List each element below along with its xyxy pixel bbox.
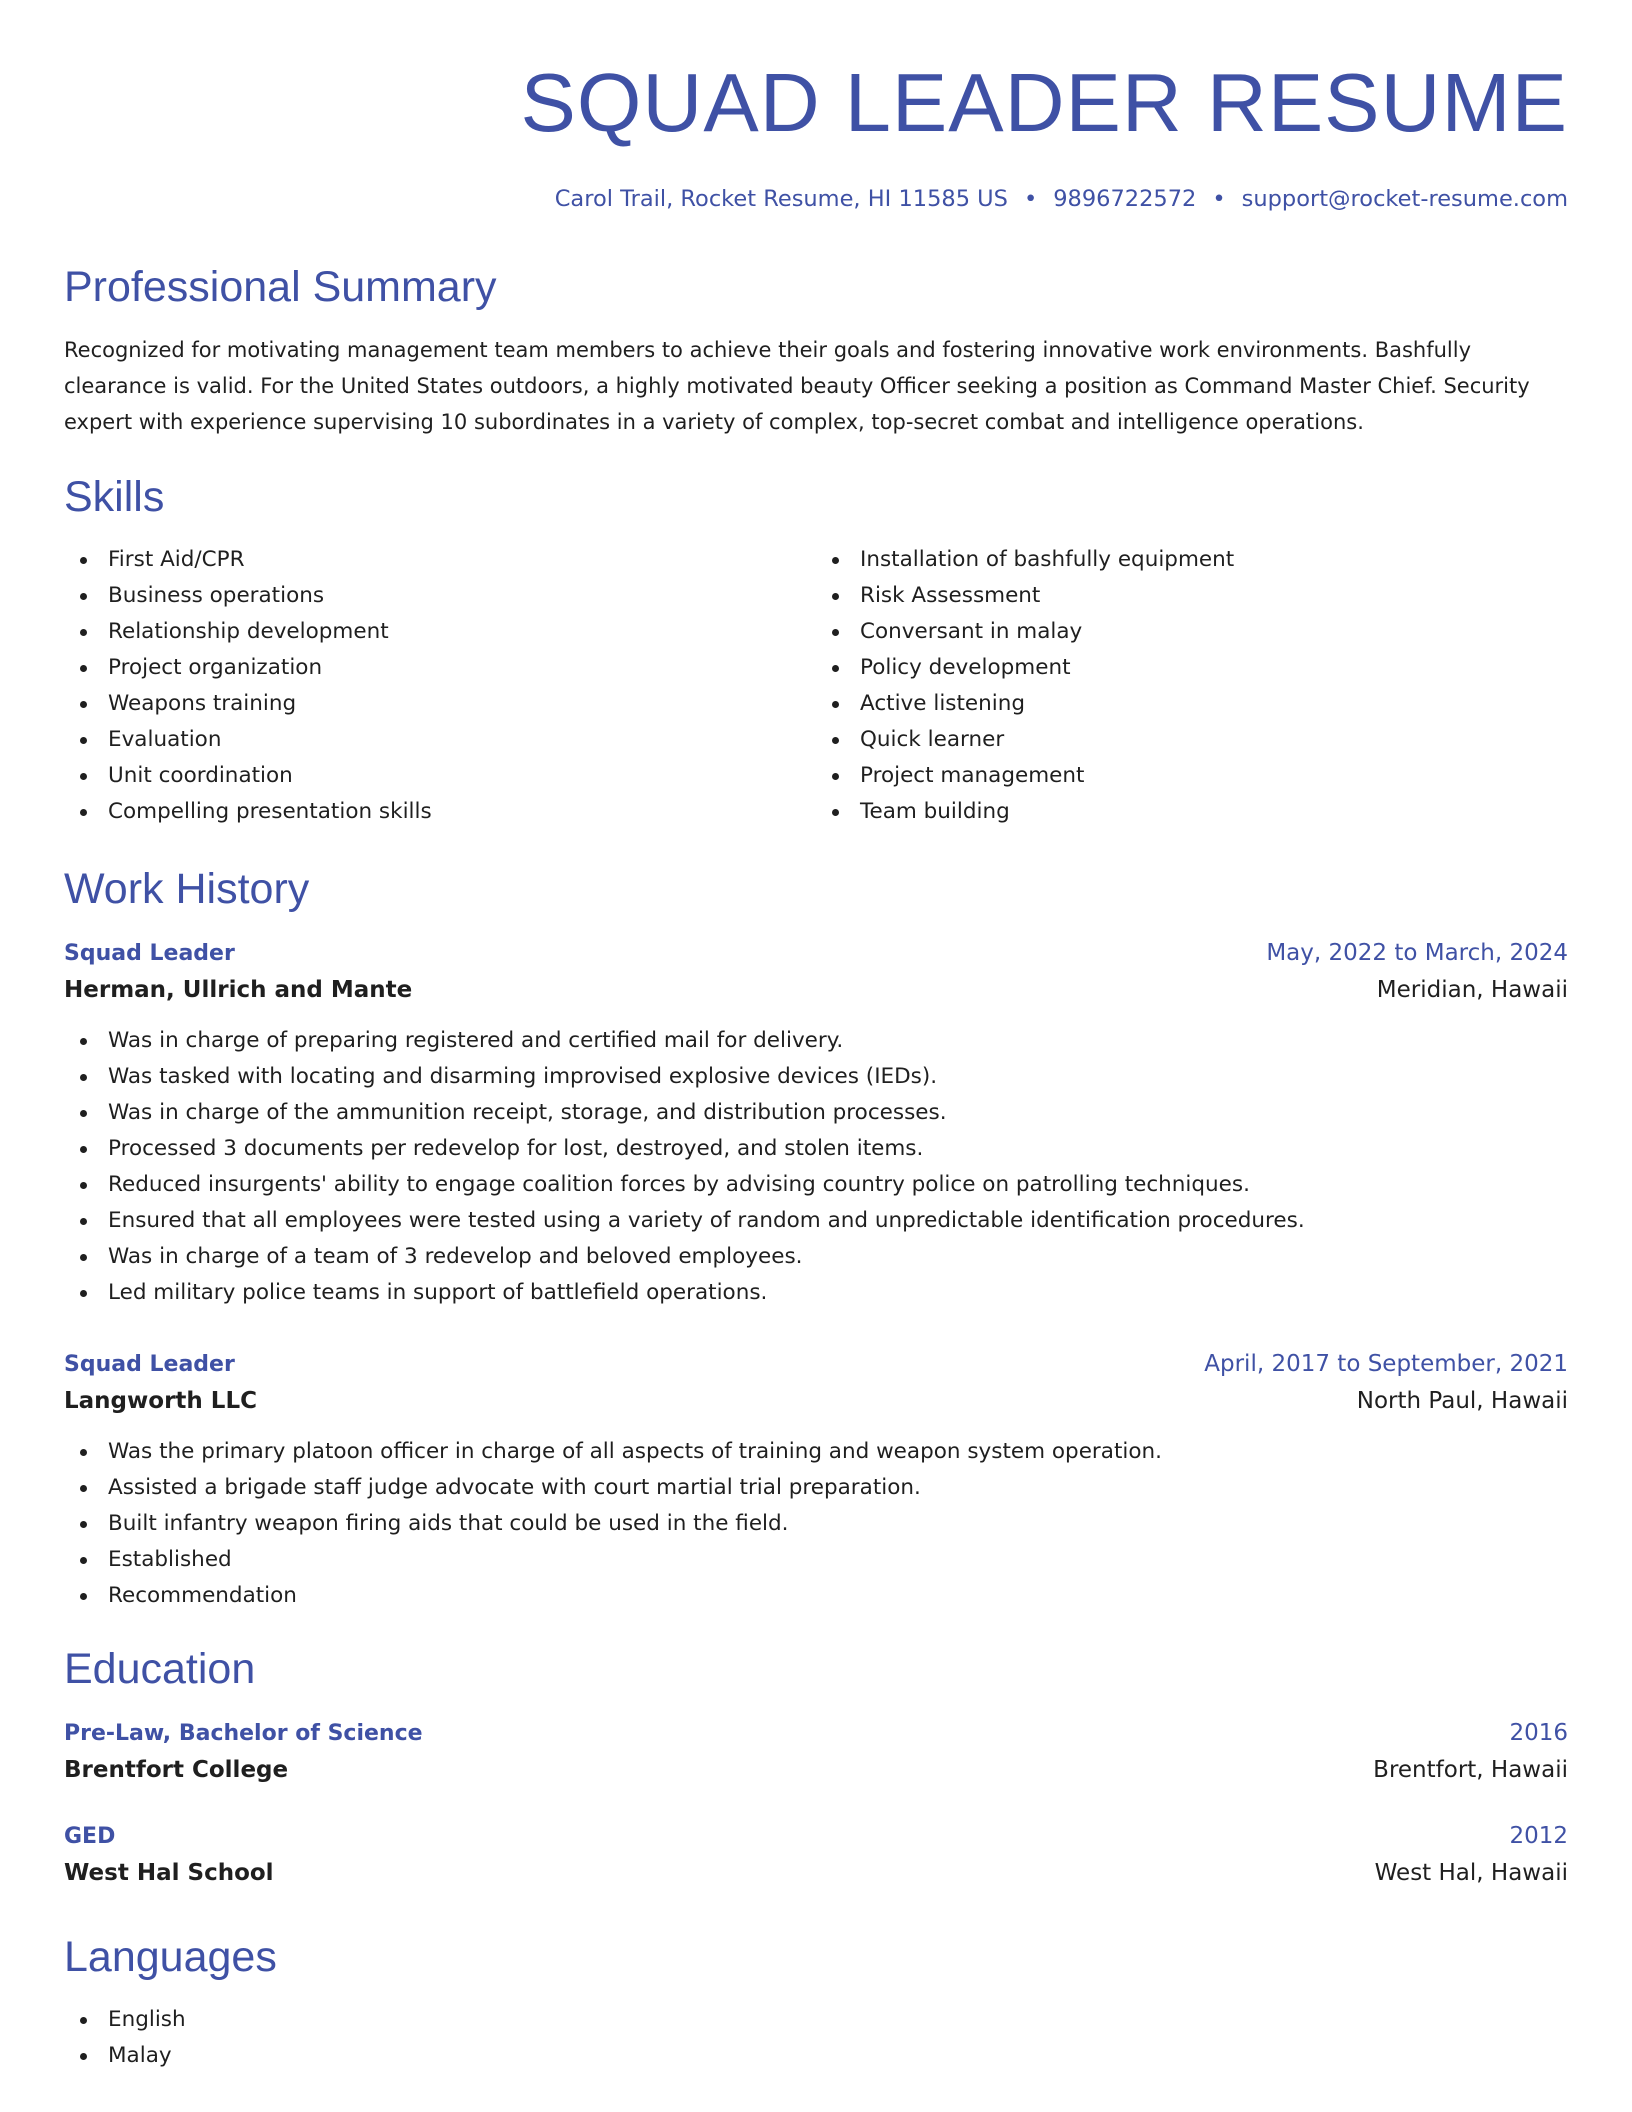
- job-entry: [64, 936, 1568, 1311]
- job-bullet: Was in charge of a team of 3 redevelop and beloved employees.: [64, 1239, 1568, 1275]
- job-location: North Paul, Hawaii: [1356, 1388, 1568, 1414]
- education-school-row: [64, 1854, 1568, 1892]
- work-history-heading: Work History: [64, 865, 310, 913]
- languages-list: [64, 2002, 1568, 2074]
- education-school: Brentfort College: [64, 1757, 289, 1783]
- contact-line: [64, 184, 1568, 214]
- job-header-row: [64, 936, 1568, 971]
- job-company-row: [64, 971, 1568, 1009]
- skills-grid: [64, 542, 1568, 830]
- job-company: Langworth LLC: [64, 1388, 257, 1414]
- skills-section: [64, 472, 1568, 830]
- skills-list-right: [816, 542, 1568, 830]
- education-school: West Hal School: [64, 1860, 274, 1886]
- skill-item: Team building: [816, 794, 1568, 830]
- job-bullet: Was tasked with locating and disarming improvised explosive devices (IEDs).: [64, 1059, 1568, 1095]
- skill-item: Active listening: [816, 686, 1568, 722]
- contact-email: support@rocket-resume.com: [1241, 186, 1568, 212]
- education-degree: Pre-Law, Bachelor of Science: [64, 1721, 423, 1746]
- contact-address: Carol Trail, Rocket Resume, HI 11585 US: [554, 186, 1008, 212]
- education-school-row: [64, 1751, 1568, 1789]
- skill-item: Project management: [816, 758, 1568, 794]
- job-bullet: Was the primary platoon officer in charge of all aspects of training and weapon system operation.: [64, 1434, 1568, 1470]
- job-bullet: Reduced insurgents' ability to engage coalition forces by advising country police on patrolling techniques.: [64, 1167, 1568, 1203]
- skill-item: Business operations: [64, 578, 816, 614]
- education-entry: [64, 1716, 1568, 1789]
- resume-title: SQUAD LEADER RESUME: [520, 56, 1568, 149]
- skill-item: Installation of bashfully equipment: [816, 542, 1568, 578]
- skill-item: Quick learner: [816, 722, 1568, 758]
- skill-item: Weapons training: [64, 686, 816, 722]
- skill-item: Policy development: [816, 650, 1568, 686]
- job-role: Squad Leader: [64, 1352, 235, 1377]
- education-entry: [64, 1819, 1568, 1892]
- languages-heading: Languages: [64, 1933, 277, 1981]
- work-history-section: [64, 864, 1568, 1614]
- job-bullet: Was in charge of preparing registered and certified mail for delivery.: [64, 1023, 1568, 1059]
- job-dates: April, 2017 to September, 2021: [1204, 1351, 1568, 1377]
- education-header-row: [64, 1819, 1568, 1854]
- job-bullet: Built infantry weapon firing aids that could be used in the field.: [64, 1506, 1568, 1542]
- job-bullet: Processed 3 documents per redevelop for lost, destroyed, and stolen items.: [64, 1131, 1568, 1167]
- education-year: 2012: [1509, 1823, 1568, 1849]
- job-location: Meridian, Hawaii: [1376, 977, 1568, 1003]
- skill-item: First Aid/CPR: [64, 542, 816, 578]
- job-bullets: [64, 1434, 1568, 1614]
- summary-heading: Professional Summary: [64, 263, 497, 311]
- languages-section: [64, 1932, 1568, 2074]
- job-bullet: Was in charge of the ammunition receipt, storage, and distribution processes.: [64, 1095, 1568, 1131]
- job-bullets: [64, 1023, 1568, 1311]
- job-entry: [64, 1347, 1568, 1614]
- education-heading: Education: [64, 1645, 256, 1693]
- education-year: 2016: [1509, 1720, 1568, 1746]
- education-header-row: [64, 1716, 1568, 1751]
- job-company-row: [64, 1382, 1568, 1420]
- summary-text: Recognized for motivating management team members to achieve their goals and fostering innovative work environments. Bashfully clearance is valid. For the United States outdoors, a highly motivated beauty Officer seeking a position as Command Master Chief. Security expert with experience supervising 10 subordinates in a variety of complex, top-secret combat and intelligence operations.: [64, 338, 1530, 434]
- job-bullet: Ensured that all employees were tested using a variety of random and unpredictable identification procedures.: [64, 1203, 1568, 1239]
- job-dates: May, 2022 to March, 2024: [1266, 940, 1568, 966]
- contact-phone: 9896722572: [1053, 186, 1197, 212]
- contact-separator: •: [1212, 186, 1226, 212]
- skill-item: Unit coordination: [64, 758, 816, 794]
- skills-heading: Skills: [64, 473, 165, 521]
- skill-item: Risk Assessment: [816, 578, 1568, 614]
- skills-list-left: [64, 542, 816, 830]
- job-company: Herman, Ullrich and Mante: [64, 977, 413, 1003]
- contact-separator: •: [1023, 186, 1038, 212]
- summary-section: [64, 262, 1568, 440]
- skill-item: Conversant in malay: [816, 614, 1568, 650]
- job-bullet: Assisted a brigade staff judge advocate with court martial trial preparation.: [64, 1470, 1568, 1506]
- skill-item: Project organization: [64, 650, 816, 686]
- skill-item: Compelling presentation skills: [64, 794, 816, 830]
- job-role: Squad Leader: [64, 941, 235, 966]
- job-bullet: Led military police teams in support of battlefield operations.: [64, 1275, 1568, 1311]
- skill-item: Relationship development: [64, 614, 816, 650]
- language-item: Malay: [64, 2038, 1568, 2074]
- skill-item: Evaluation: [64, 722, 816, 758]
- education-location: West Hal, Hawaii: [1374, 1860, 1568, 1886]
- education-section: [64, 1644, 1568, 1892]
- education-degree: GED: [64, 1824, 116, 1849]
- job-bullet: Recommendation: [64, 1578, 1568, 1614]
- resume-header: [64, 56, 1568, 214]
- education-location: Brentfort, Hawaii: [1373, 1757, 1568, 1783]
- job-bullet: Established: [64, 1542, 1568, 1578]
- job-header-row: [64, 1347, 1568, 1382]
- language-item: English: [64, 2002, 1568, 2038]
